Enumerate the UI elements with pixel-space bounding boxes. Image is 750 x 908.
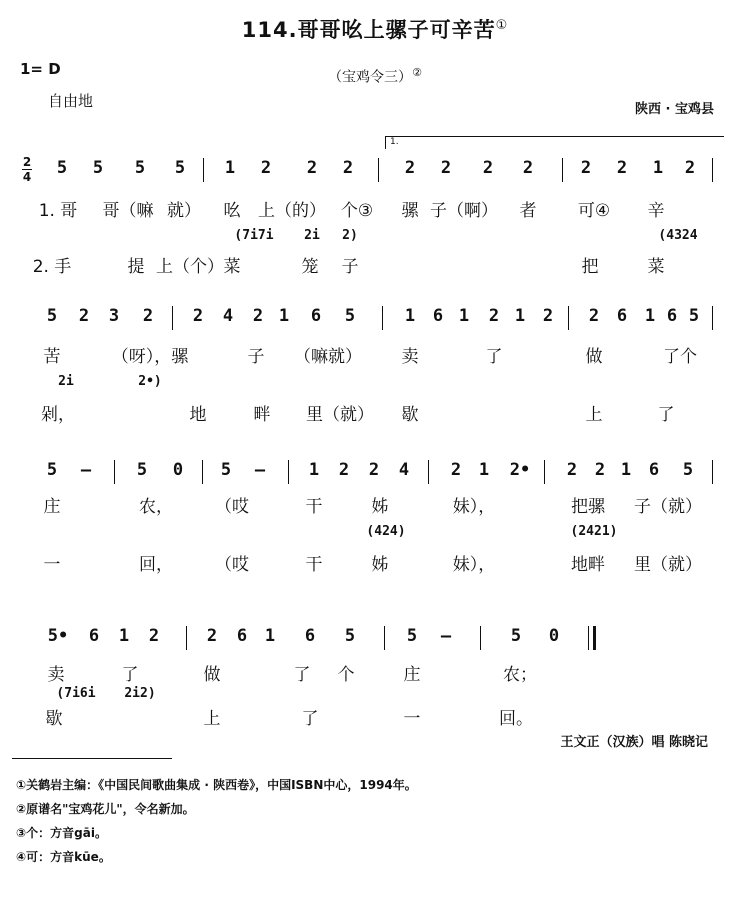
- region-label: 陕西 · 宝鸡县: [635, 102, 714, 117]
- lyric: 就）: [167, 201, 201, 221]
- lyric: 菜: [223, 257, 241, 277]
- song-subtitle: （宝鸡令三）②: [328, 66, 422, 86]
- lyric: 提: [127, 257, 145, 277]
- lyric: 剁，: [41, 405, 75, 425]
- lyric: 可④: [577, 201, 611, 221]
- lyric: 1. 哥: [38, 201, 78, 221]
- song-title: 114.哥哥吆上骡子可辛苦①: [241, 18, 509, 42]
- lyric: 了: [293, 665, 311, 685]
- lyric: 做: [203, 665, 221, 685]
- note: 2: [542, 306, 554, 326]
- note: 1: [278, 306, 290, 326]
- note: 2: [450, 460, 462, 480]
- key-signature: 1= D: [20, 60, 61, 78]
- note: 2: [440, 158, 452, 178]
- note: 1: [644, 306, 656, 326]
- lyric: （嘛就）: [294, 347, 362, 367]
- note: 5: [46, 306, 58, 326]
- note: 2: [78, 306, 90, 326]
- lyric: （哎: [215, 555, 249, 575]
- lyric: 了: [657, 405, 675, 425]
- lyric: 子（啊）: [430, 201, 498, 221]
- grace-notes: 2i2): [124, 686, 156, 701]
- note: 2: [368, 460, 380, 480]
- note: 1: [264, 626, 276, 646]
- note: 2: [260, 158, 272, 178]
- lyric: 子（就）: [634, 497, 702, 517]
- lyric: 地畔: [571, 555, 605, 575]
- footnote-3: ③个：方音gāi。: [16, 826, 107, 840]
- lyric: 干: [305, 555, 323, 575]
- lyric: 卖: [401, 347, 419, 367]
- note: 2: [342, 158, 354, 178]
- lyric: 个: [337, 665, 355, 685]
- note: 5: [174, 158, 186, 178]
- note: 2: [566, 460, 578, 480]
- note: 2: [142, 306, 154, 326]
- note: 2: [148, 626, 160, 646]
- lyric: 庄: [403, 665, 421, 685]
- lyric: 上: [585, 405, 603, 425]
- lyric: 回。: [499, 709, 533, 729]
- lyric: 卖: [47, 665, 65, 685]
- note: 2: [192, 306, 204, 326]
- note: 1: [118, 626, 130, 646]
- note: 0: [548, 626, 560, 646]
- grace-notes: 2i: [58, 374, 74, 389]
- lyric: 子: [341, 257, 359, 277]
- note: —: [254, 460, 266, 480]
- time-signature: 2 4: [22, 155, 32, 184]
- lyric: （哎: [215, 497, 249, 517]
- note: —: [440, 626, 452, 646]
- lyric: 个③: [340, 201, 374, 221]
- note: 6: [304, 626, 316, 646]
- lyric: 上: [203, 709, 221, 729]
- note: 1: [404, 306, 416, 326]
- note: 4: [398, 460, 410, 480]
- note: 5: [344, 626, 356, 646]
- lyric: 庄: [43, 497, 61, 517]
- grace-notes: (2421): [570, 524, 618, 539]
- note: 3: [108, 306, 120, 326]
- lyric: 里（就）: [634, 555, 702, 575]
- grace-notes: 2•): [138, 374, 162, 389]
- note: 5: [406, 626, 418, 646]
- note: 6: [616, 306, 628, 326]
- note: 5: [688, 306, 700, 326]
- note: 2•: [509, 460, 531, 480]
- lyric: 了个: [663, 347, 697, 367]
- lyric: 者: [519, 201, 537, 221]
- lyric: 子: [247, 347, 265, 367]
- lyric: 上（的）: [258, 201, 326, 221]
- lyric: 妹），: [452, 497, 496, 517]
- volta-bracket: 1.: [385, 136, 724, 149]
- note: 2: [306, 158, 318, 178]
- grace-notes: (7i6i: [56, 686, 96, 701]
- lyric: 把骡: [571, 497, 605, 517]
- note: 6: [236, 626, 248, 646]
- lyric: 做: [585, 347, 603, 367]
- grace-notes: (7i7i: [234, 228, 274, 243]
- note: 2: [588, 306, 600, 326]
- note: 5: [56, 158, 68, 178]
- lyric: 笼: [301, 257, 319, 277]
- note: 2: [594, 460, 606, 480]
- lyric: 农；: [503, 665, 537, 685]
- footnote-1: ①关鹤岩主编：《中国民间歌曲集成 · 陕西卷》，中国ISBN中心，1994年。: [16, 778, 417, 792]
- lyric: 一: [403, 709, 421, 729]
- lyric: 哥（嘛: [102, 201, 154, 221]
- note: 5: [136, 460, 148, 480]
- lyric: 把: [581, 257, 599, 277]
- note: 1: [308, 460, 320, 480]
- note: 2: [616, 158, 628, 178]
- lyric: 了: [485, 347, 503, 367]
- lyric: 姊: [371, 497, 389, 517]
- note: 1: [620, 460, 632, 480]
- note: 1: [514, 306, 526, 326]
- lyric: 妹），: [452, 555, 496, 575]
- grace-notes: 2i: [304, 228, 320, 243]
- grace-notes: 2): [342, 228, 358, 243]
- lyric: 了: [121, 665, 139, 685]
- note: 1: [224, 158, 236, 178]
- note: 6: [88, 626, 100, 646]
- lyric: 农，: [139, 497, 173, 517]
- performer-credit: 王文正（汉族）唱 陈晓记: [560, 735, 708, 750]
- lyric: 畔: [253, 405, 271, 425]
- lyric: 地: [189, 405, 207, 425]
- note: —: [80, 460, 92, 480]
- note: 5: [220, 460, 232, 480]
- note: 1: [478, 460, 490, 480]
- note: 2: [482, 158, 494, 178]
- note: 2: [404, 158, 416, 178]
- lyric: 歇: [401, 405, 419, 425]
- note: 2: [488, 306, 500, 326]
- lyric: 姊: [371, 555, 389, 575]
- note: 2: [580, 158, 592, 178]
- lyric: 骡: [401, 201, 419, 221]
- note: 5•: [47, 626, 69, 646]
- note: 5: [510, 626, 522, 646]
- note: 1: [652, 158, 664, 178]
- note: 2: [338, 460, 350, 480]
- tempo-marking: 自由地: [48, 92, 94, 110]
- note: 5: [92, 158, 104, 178]
- note: 2: [252, 306, 264, 326]
- lyric: 苦: [43, 347, 61, 367]
- note: 0: [172, 460, 184, 480]
- lyric: 回，: [139, 555, 173, 575]
- lyric: 上（个）: [156, 257, 224, 277]
- lyric: 干: [305, 497, 323, 517]
- note: 6: [432, 306, 444, 326]
- note: 2: [684, 158, 696, 178]
- lyric: 里（就）: [306, 405, 374, 425]
- lyric: （呀），骡: [111, 347, 189, 367]
- note: 4: [222, 306, 234, 326]
- footnote-4: ④可：方音kūe。: [16, 850, 111, 864]
- note: 5: [46, 460, 58, 480]
- footnote-divider: [12, 758, 172, 759]
- grace-notes: (4324: [658, 228, 698, 243]
- note: 6: [666, 306, 678, 326]
- lyric: 菜: [647, 257, 665, 277]
- note: 2: [522, 158, 534, 178]
- note: 5: [344, 306, 356, 326]
- note: 5: [682, 460, 694, 480]
- lyric: 歇: [45, 709, 63, 729]
- lyric: 辛: [647, 201, 665, 221]
- note: 1: [458, 306, 470, 326]
- note: 2: [206, 626, 218, 646]
- lyric: 了: [301, 709, 319, 729]
- grace-notes: (424): [366, 524, 406, 539]
- note: 6: [648, 460, 660, 480]
- note: 5: [134, 158, 146, 178]
- lyric: 一: [43, 555, 61, 575]
- lyric: 吆: [223, 201, 241, 221]
- footnote-2: ②原谱名"宝鸡花儿"，令名新加。: [16, 802, 195, 816]
- note: 6: [310, 306, 322, 326]
- lyric: 2. 手: [32, 257, 72, 277]
